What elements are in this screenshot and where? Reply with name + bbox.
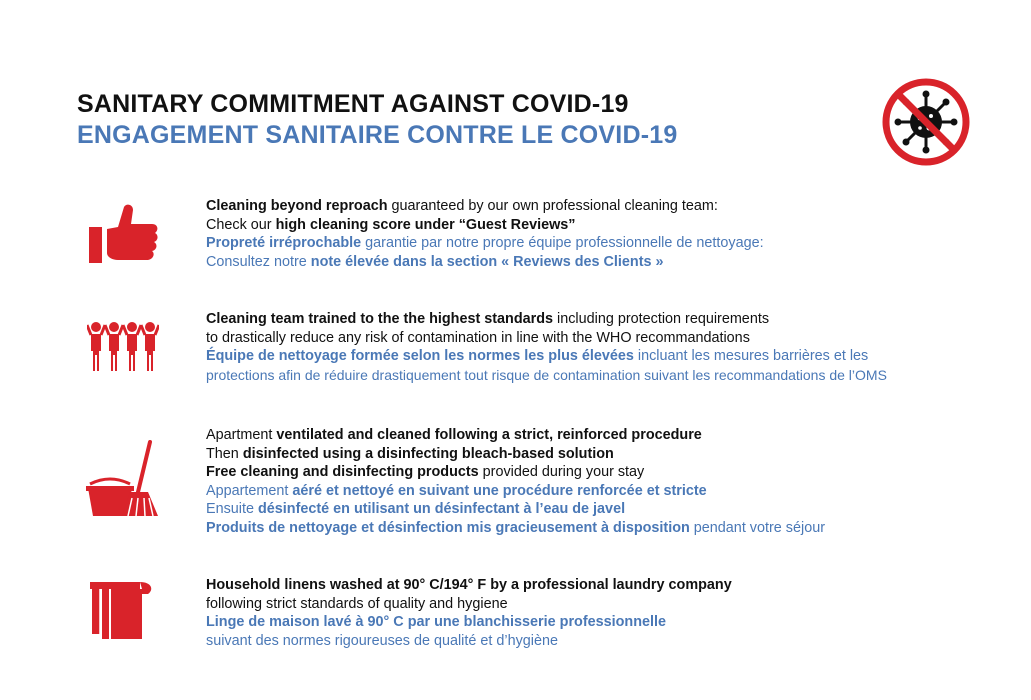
text-line: to drastically reduce any risk of contamination in line with the WHO recommandations <box>206 329 750 346</box>
text-line: Apartment ventilated and cleaned following a strict, reinforced procedure <box>206 427 702 443</box>
text-line: Produits de nettoyage et désinfection mis gracieusement à disposition pendant votre séjour <box>206 519 825 536</box>
text-line: Ensuite désinfecté en utilisant un désinfectant à l’eau de javel <box>206 501 626 517</box>
text-line: Check our high cleaning score under “Guest Reviews” <box>206 216 576 233</box>
section-disinfection <box>206 426 825 537</box>
text-line: following strict standards of quality and hygiene <box>206 595 508 612</box>
title-english: SANITARY COMMITMENT AGAINST COVID-19 <box>77 90 629 118</box>
towel-icon <box>90 580 156 642</box>
text-line: protections afin de réduire drastiquement tout risque de contamination suivant les recommandations de l’OMS <box>206 366 887 383</box>
text-line: Cleaning team trained to the the highest standards including protection requirements <box>206 311 770 327</box>
title-french: ENGAGEMENT SANITAIRE CONTRE LE COVID-19 <box>77 121 678 149</box>
section-linens <box>206 576 732 650</box>
section-cleaning-guarantee <box>206 197 764 271</box>
text-line: Household linens washed at 90° C/194° F by a professional laundry company <box>206 577 732 593</box>
text-line: Linge de maison lavé à 90° C par une blanchisserie professionnelle <box>206 614 667 630</box>
text-line: Consultez notre note élevée dans la section « Reviews des Clients » <box>206 253 664 270</box>
bucket-mop-icon <box>86 440 162 520</box>
text-line: Cleaning beyond reproach guaranteed by our own professional cleaning team: <box>206 198 718 214</box>
team-icon <box>87 321 159 373</box>
text-line: suivant des normes rigoureuses de qualité et d’hygiène <box>206 632 558 649</box>
no-virus-icon <box>882 78 970 166</box>
text-line: Propreté irréprochable garantie par notre propre équipe professionnelle de nettoyage: <box>206 235 764 251</box>
text-line: Équipe de nettoyage formée selon les normes les plus élevées incluant les mesures barrières et les <box>206 348 869 364</box>
thumbs-up-icon <box>88 203 160 265</box>
section-team-training <box>206 310 887 384</box>
text-line: Then disinfected using a disinfecting bleach-based solution <box>206 445 614 462</box>
text-line: Free cleaning and disinfecting products provided during your stay <box>206 464 645 480</box>
text-line: Appartement aéré et nettoyé en suivant une procédure renforcée et stricte <box>206 482 707 499</box>
